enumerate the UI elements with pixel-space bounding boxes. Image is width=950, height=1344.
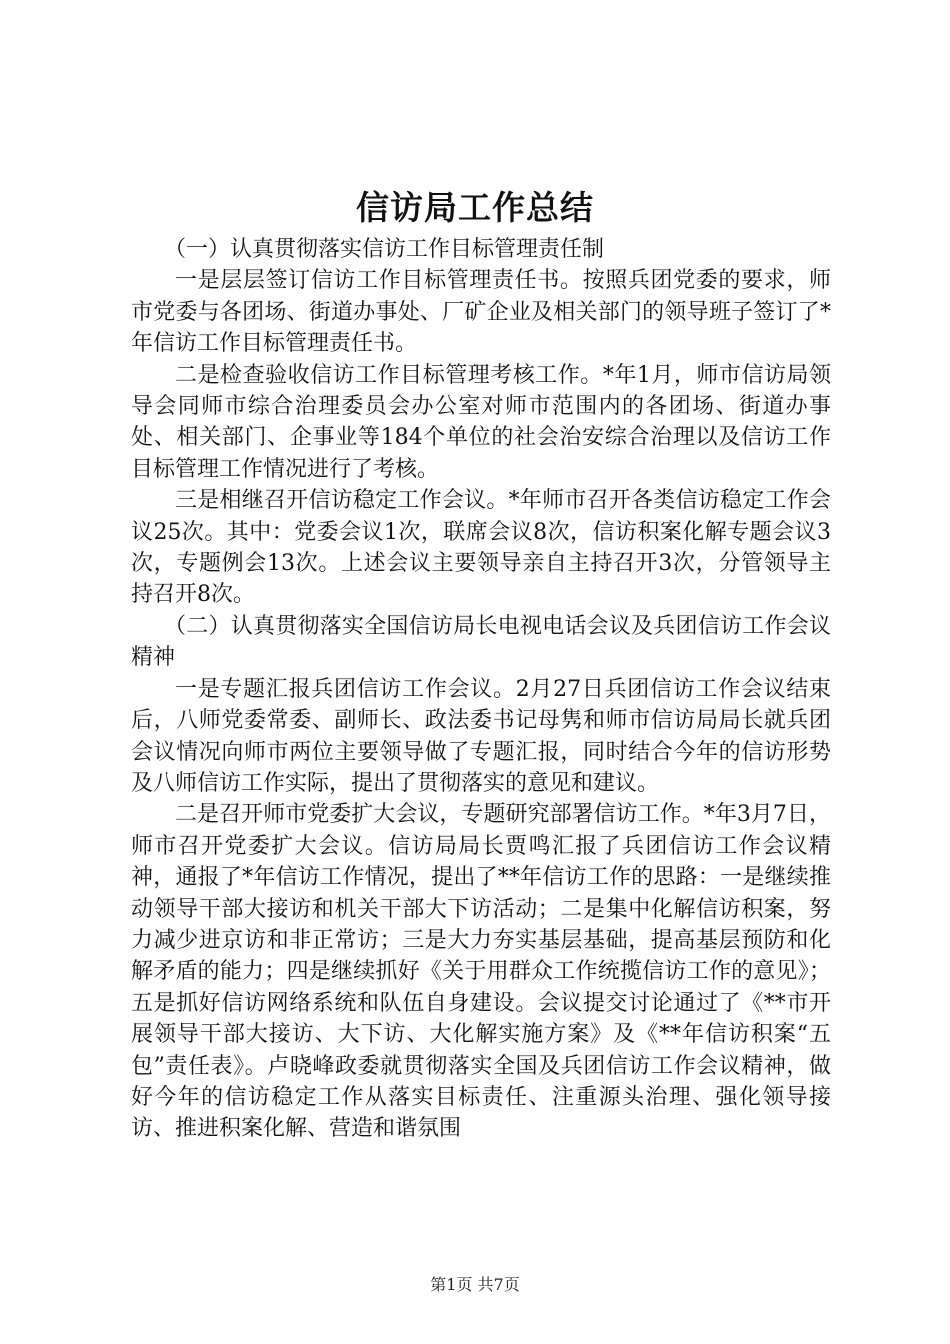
- body-paragraph: 二是检查验收信访工作目标管理考核工作。*年1月，师市信访局领导会同师市综合治理委员会办公室对师市范围内的各团场、街道办事处、相关部门、企事业等184个单位的社会治安综合治理以及信访工作目标管理工作情况进行了考核。: [131, 362, 831, 482]
- section-heading-1: （一）认真贯彻落实信访工作目标管理责任制: [164, 237, 605, 262]
- body-paragraph: 二是召开师市党委扩大会议，专题研究部署信访工作。*年3月7日，师市召开党委扩大会议。信访局局长贾鸣汇报了兵团信访工作会议精神，通报了*年信访工作情况，提出了**年信访工作的思路：一是继续推动领导干部大接访和机关干部大下访活动；二是集中化解信访积案，努力减少进京访和非正常访；三是大力夯实基层基础，提高基层预防和化解矛盾的能力；四是继续抓好《关于用群众工作统揽信访工作的意见》；五是抓好信访网络系统和队伍自身建设。会议提交讨论通过了《**市开展领导干部大接访、大下访、大化解实施方案》及《**年信访积案“五包”责任表》。卢晓峰政委就贯彻落实全国及兵团信访工作会议精神，做好今年的信访稳定工作从落实目标责任、注重源头治理、强化领导接访、推进积案化解、营造和谐氛围: [131, 802, 831, 1142]
- body-paragraph: 一是专题汇报兵团信访工作会议。2月27日兵团信访工作会议结束后，八师党委常委、副师长、政法委书记母隽和师市信访局局长就兵团会议情况向师市两位主要领导做了专题汇报，同时结合今年的信访形势及八师信访工作实际，提出了贯彻落实的意见和建议。: [131, 676, 831, 796]
- section-heading-2: （二）认真贯彻落实全国信访局长电视电话会议及兵团信访工作会议精神: [131, 613, 831, 671]
- document-title: 信访局工作总结: [356, 188, 594, 227]
- body-paragraph: 一是层层签订信访工作目标管理责任书。按照兵团党委的要求，师市党委与各团场、街道办事处、厂矿企业及相关部门的领导班子签订了*年信访工作目标管理责任书。: [131, 268, 831, 357]
- document-body: [131, 234, 831, 1145]
- body-paragraph: 三是相继召开信访稳定工作会议。*年师市召开各类信访稳定工作会议25次。其中：党委会议1次，联席会议8次，信访积案化解专题会议3次，专题例会13次。上述会议主要领导亲自主持召开3次，分管领导主持召开8次。: [131, 488, 831, 608]
- page-number-footer: 第1页 共7页: [430, 1275, 520, 1294]
